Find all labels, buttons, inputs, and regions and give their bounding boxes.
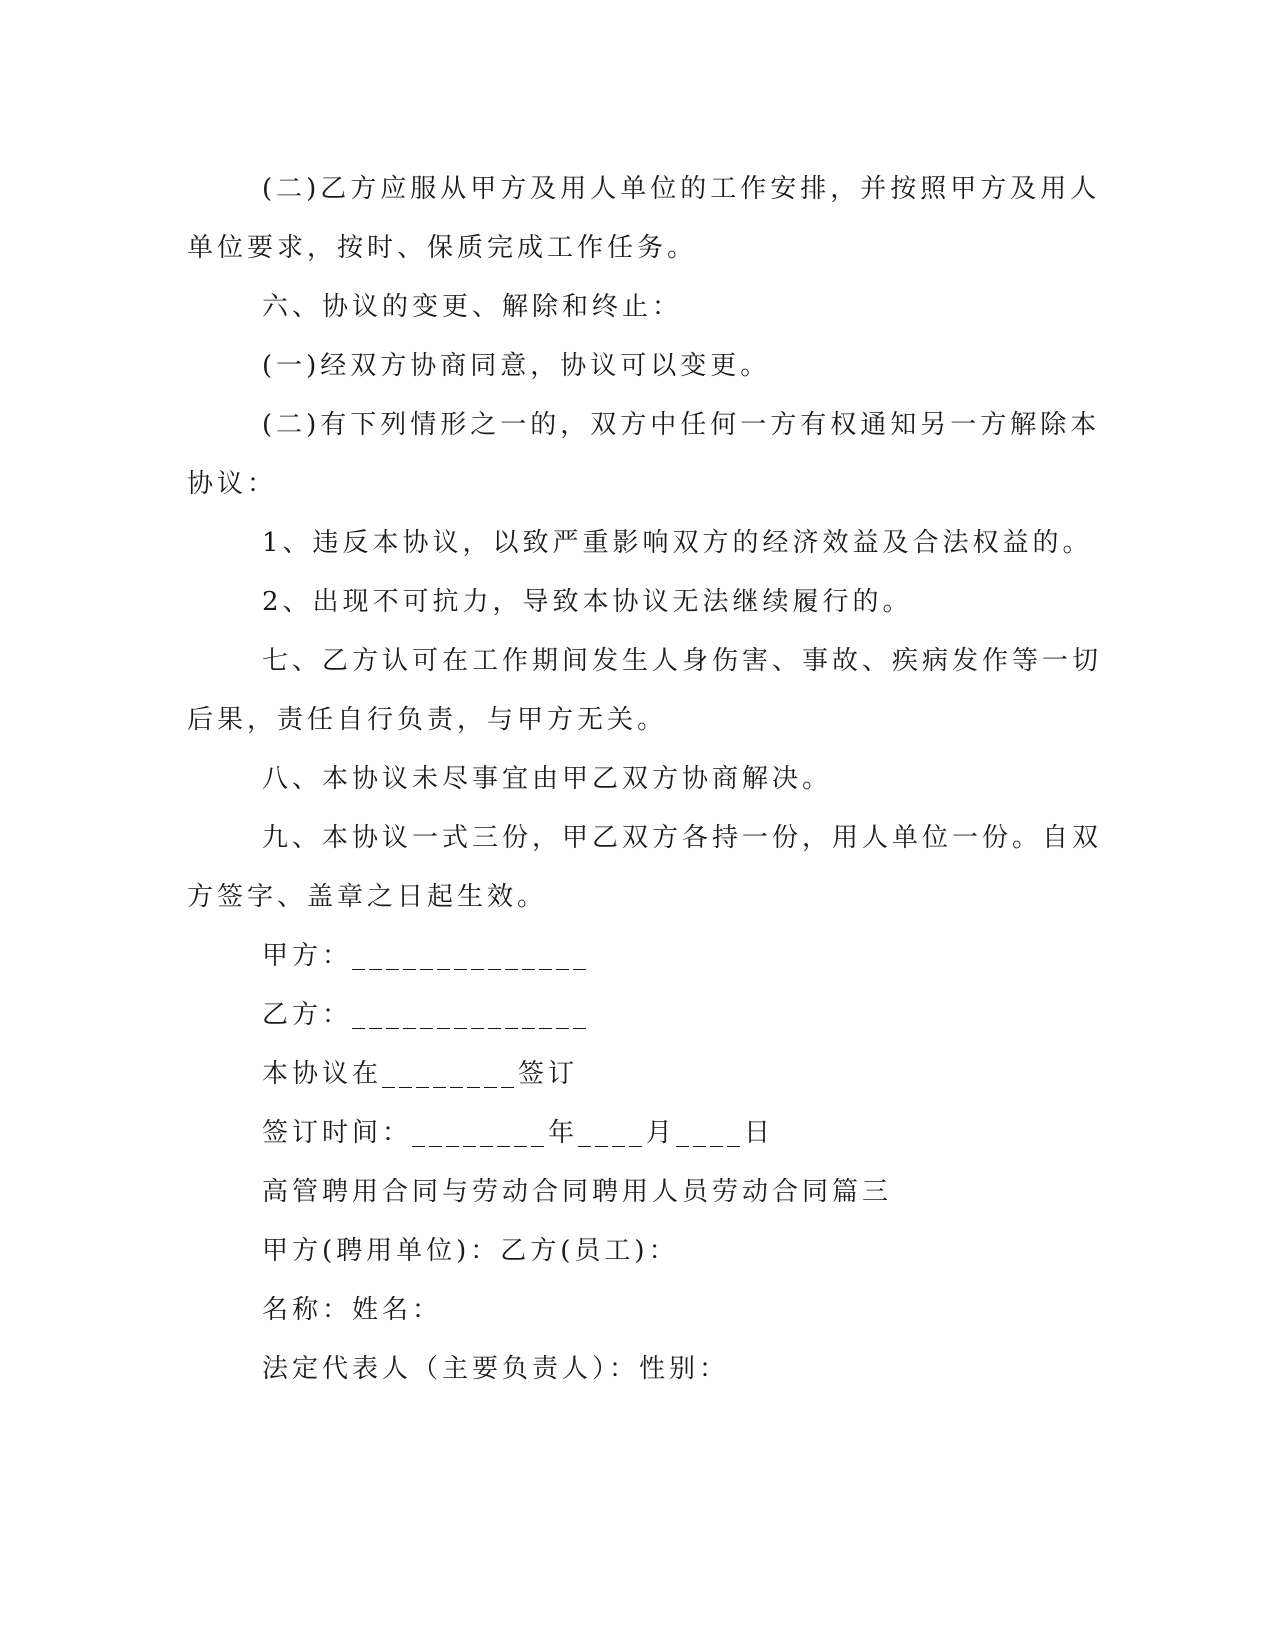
document-title: 高管聘用合同与劳动合同聘用人员劳动合同篇三 [262, 1177, 893, 1207]
signature-party-b: 乙方：______________ [262, 1000, 591, 1030]
paragraph-line: (一)经双方协商同意，协议可以变更。 [262, 351, 771, 381]
paragraph-line: 方签字、盖章之日起生效。 [187, 882, 548, 912]
signing-date: 签订时间：________年____月____日 [262, 1118, 775, 1148]
section-heading: 七、乙方认可在工作期间发生人身伤害、事故、疾病发作等一切 [262, 646, 1103, 676]
list-item: 1、违反本协议，以致严重影响双方的经济效益及合法权益的。 [262, 528, 1093, 558]
signature-party-a: 甲方：______________ [262, 941, 591, 971]
list-item: 2、出现不可抗力，导致本协议无法继续履行的。 [262, 587, 913, 617]
paragraph-line: 协议： [187, 469, 278, 499]
section-heading: 六、协议的变更、解除和终止： [262, 292, 683, 322]
paragraph-line: 单位要求，按时、保质完成工作任务。 [187, 233, 698, 263]
section-heading: 九、本协议一式三份，甲乙双方各持一份，用人单位一份。自双 [262, 823, 1103, 853]
representative-fields: 法定代表人（主要负责人）：性别： [262, 1354, 730, 1384]
name-fields: 名称：姓名： [262, 1295, 443, 1325]
paragraph-line: 后果，责任自行负责，与甲方无关。 [187, 705, 668, 735]
signing-place: 本协议在________签订 [262, 1059, 579, 1089]
party-labels: 甲方(聘用单位)：乙方(员工)： [262, 1236, 679, 1266]
paragraph-line: (二)有下列情形之一的，双方中任何一方有权通知另一方解除本 [262, 410, 1101, 440]
section-heading: 八、本协议未尽事宜由甲乙双方协商解决。 [262, 764, 833, 794]
paragraph-line: (二)乙方应服从甲方及用人单位的工作安排，并按照甲方及用人 [262, 174, 1101, 204]
